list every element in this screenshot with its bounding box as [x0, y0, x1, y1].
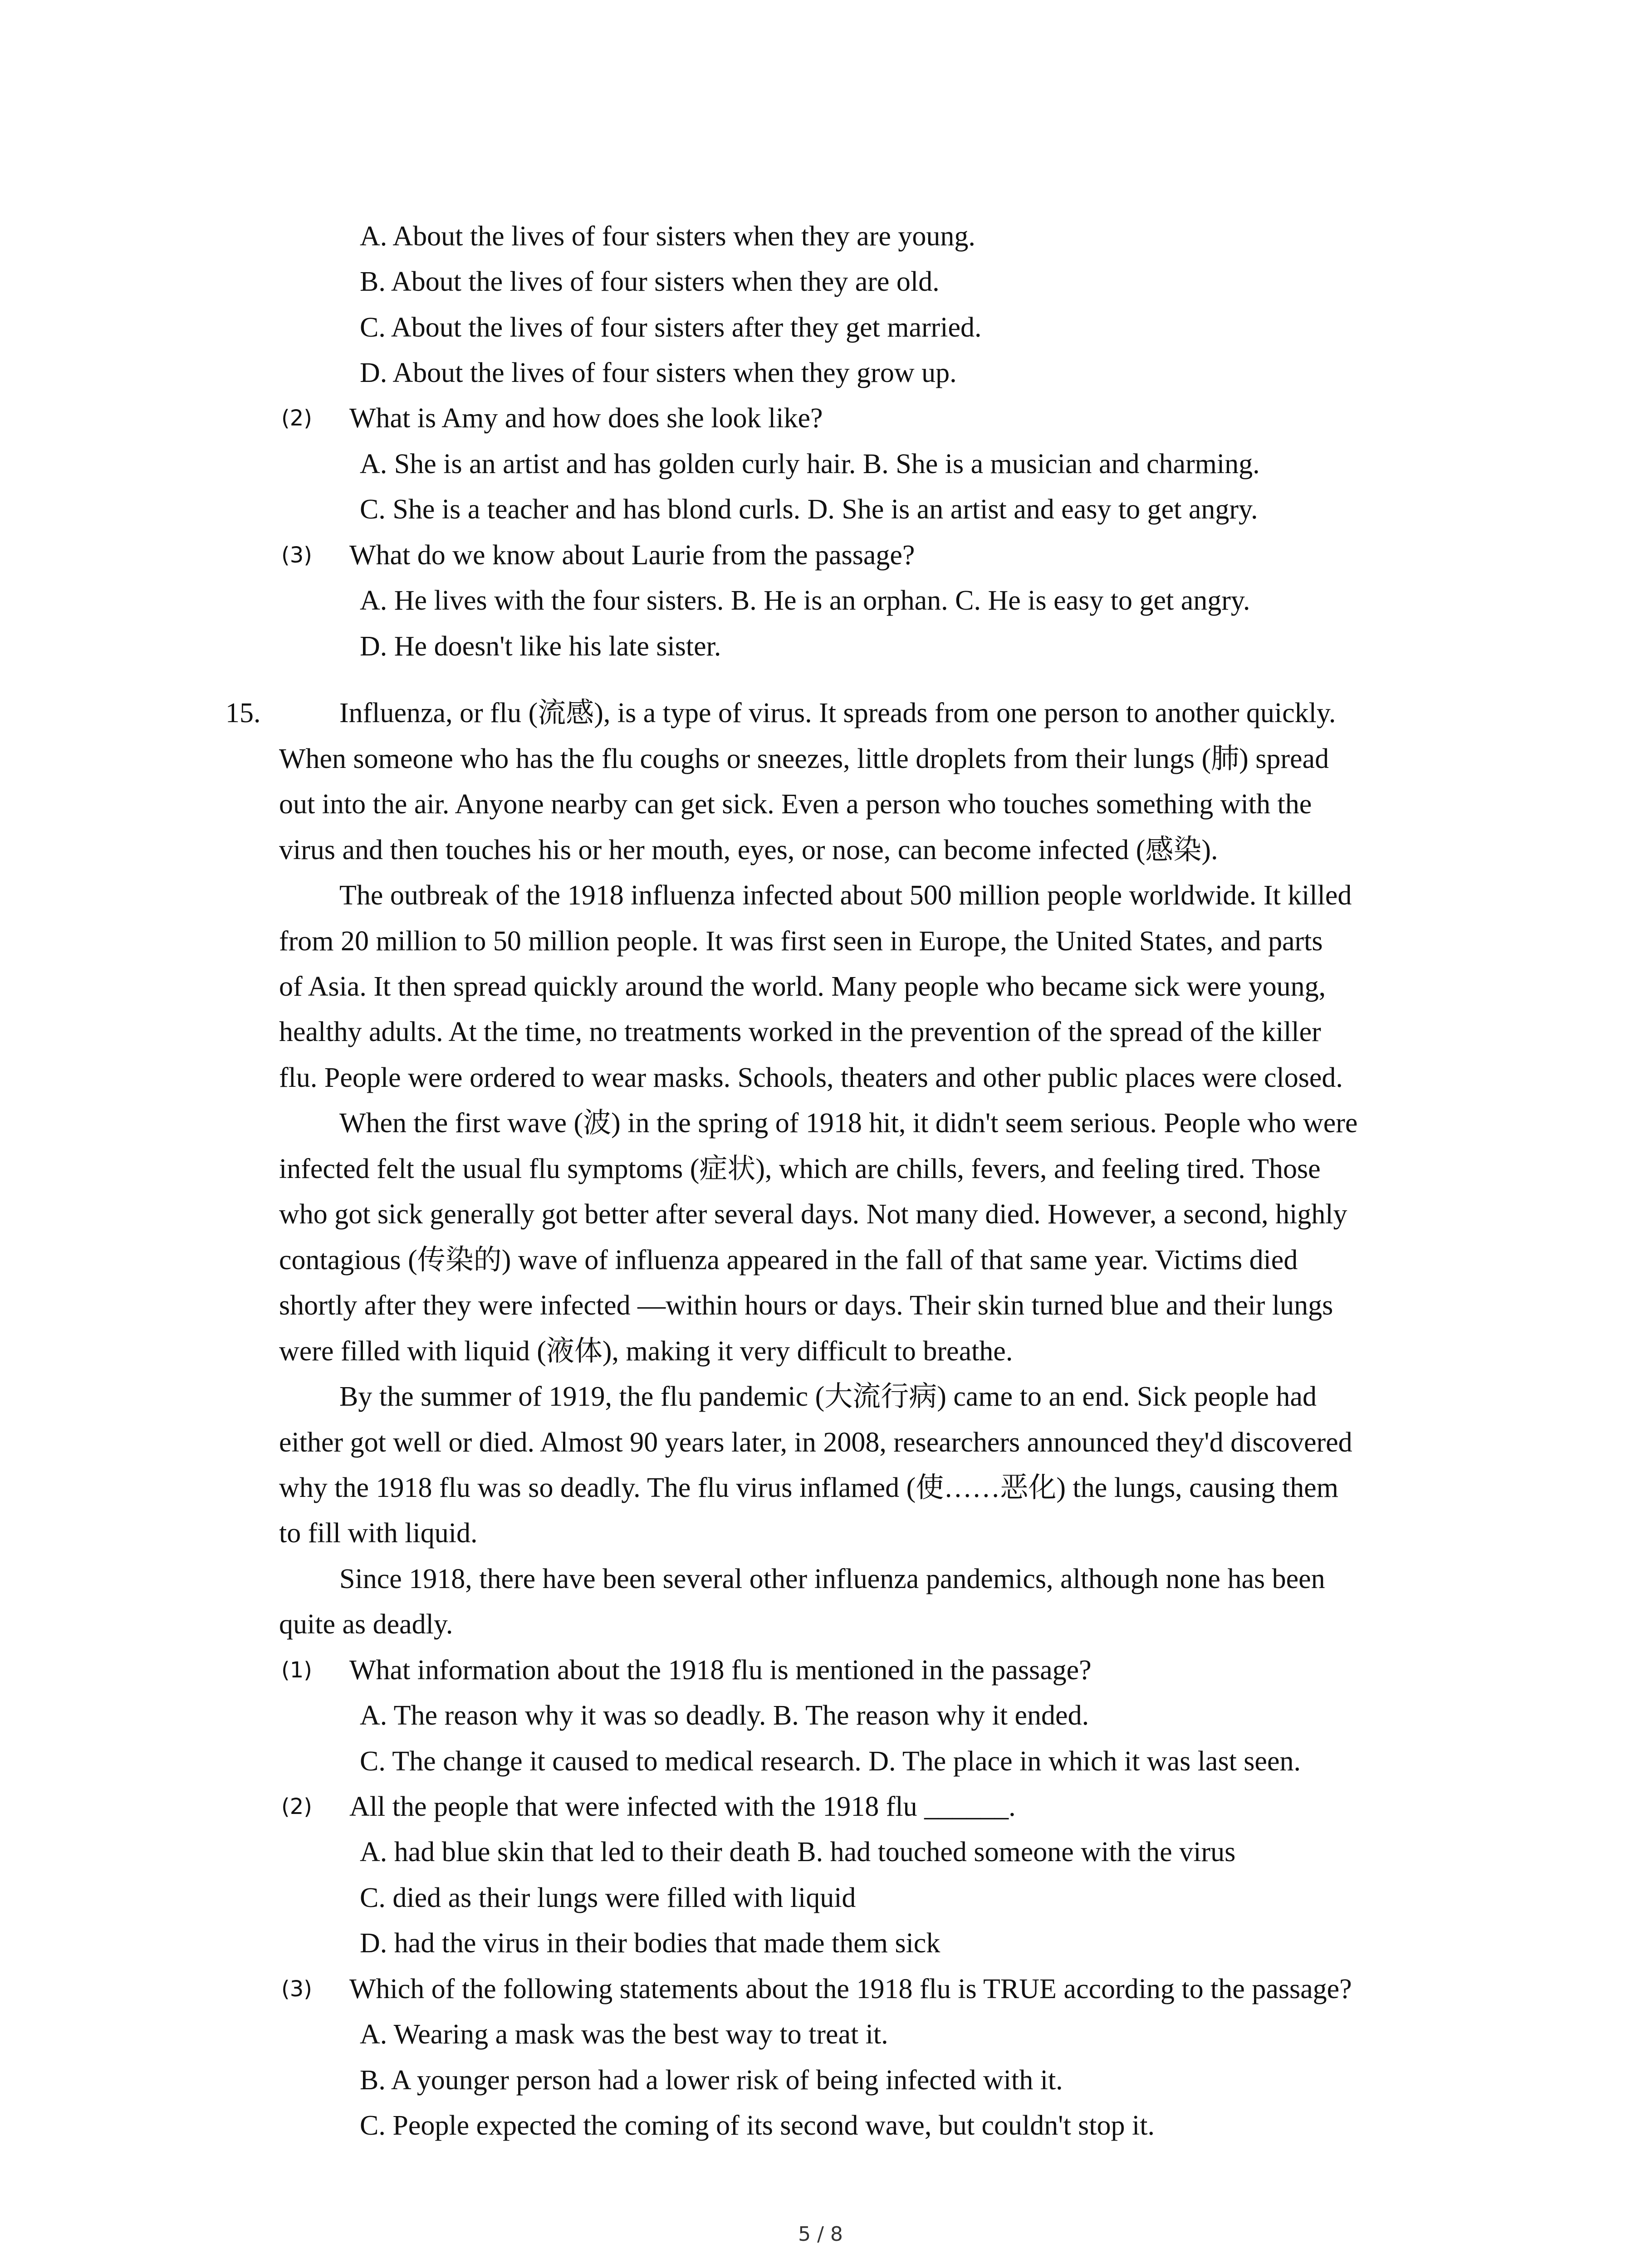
- q15-3-option-a: A. Wearing a mask was the best way to treat it.: [360, 2019, 888, 2050]
- page-number: 5 / 8: [798, 2223, 843, 2246]
- passage-line: When the first wave (波) in the spring of 1918 hit, it didn't seem serious. People who were: [339, 1108, 1358, 1139]
- question-number: (2): [281, 406, 312, 431]
- passage-line: quite as deadly.: [279, 1609, 453, 1640]
- q15-2-options-ab: A. had blue skin that led to their death B. had touched someone with the virus: [360, 1837, 1236, 1867]
- passage-line: from 20 million to 50 million people. It was first seen in Europe, the United States, and parts: [279, 926, 1323, 957]
- question-text: All the people that were infected with the 1918 flu ______.: [349, 1791, 1016, 1822]
- prev-q3-options-abc: A. He lives with the four sisters. B. He is an orphan. C. He is easy to get angry.: [360, 585, 1250, 616]
- question-number: (3): [281, 543, 312, 568]
- q15-2-option-d: D. had the virus in their bodies that made them sick: [360, 1928, 941, 1959]
- q15-1-options-cd: C. The change it caused to medical research. D. The place in which it was last seen.: [360, 1746, 1301, 1777]
- question-number: (3): [281, 1976, 312, 2002]
- passage-line: Influenza, or flu (流感), is a type of virus. It spreads from one person to another quickly.: [339, 698, 1336, 728]
- prev-q3-option-d: D. He doesn't like his late sister.: [360, 631, 721, 662]
- passage-line: infected felt the usual flu symptoms (症状), which are chills, fevers, and feeling tired. Those: [279, 1154, 1321, 1184]
- prev-q2-options-ab: A. She is an artist and has golden curly hair. B. She is a musician and charming.: [360, 449, 1260, 479]
- passage-line: The outbreak of the 1918 influenza infected about 500 million people worldwide. It killed: [339, 880, 1352, 911]
- passage-line: out into the air. Anyone nearby can get sick. Even a person who touches something with the: [279, 789, 1312, 820]
- prev-q1-option-c: C. About the lives of four sisters after they get married.: [360, 312, 982, 343]
- passage-line: why the 1918 flu was so deadly. The flu virus inflamed (使……恶化) the lungs, causing them: [279, 1472, 1338, 1503]
- passage-line: either got well or died. Almost 90 years later, in 2008, researchers announced they'd discovered: [279, 1427, 1352, 1458]
- question-number: (1): [281, 1657, 312, 1683]
- passage-line: who got sick generally got better after several days. Not many died. However, a second, highly: [279, 1199, 1347, 1230]
- prev-q1-option-b: B. About the lives of four sisters when they are old.: [360, 266, 940, 297]
- question-text: What information about the 1918 flu is mentioned in the passage?: [349, 1655, 1092, 1686]
- question-text: Which of the following statements about the 1918 flu is TRUE according to the passage?: [349, 1974, 1352, 2004]
- q15-3-option-c: C. People expected the coming of its second wave, but couldn't stop it.: [360, 2110, 1155, 2141]
- prev-q1-option-a: A. About the lives of four sisters when they are young.: [360, 221, 975, 252]
- q15-2-option-c: C. died as their lungs were filled with liquid: [360, 1882, 856, 1913]
- passage-line: When someone who has the flu coughs or sneezes, little droplets from their lungs (肺) spread: [279, 743, 1329, 774]
- passage-line: contagious (传染的) wave of influenza appeared in the fall of that same year. Victims died: [279, 1245, 1298, 1276]
- passage-line: virus and then touches his or her mouth, eyes, or nose, can become infected (感染).: [279, 835, 1218, 865]
- passage-line: Since 1918, there have been several other influenza pandemics, although none has been: [339, 1564, 1325, 1594]
- question-text: What is Amy and how does she look like?: [349, 403, 823, 434]
- passage-line: flu. People were ordered to wear masks. Schools, theaters and other public places were closed.: [279, 1062, 1343, 1093]
- passage-line: shortly after they were infected —within hours or days. Their skin turned blue and their lungs: [279, 1290, 1333, 1321]
- q15-1-options-ab: A. The reason why it was so deadly. B. The reason why it ended.: [360, 1700, 1089, 1731]
- passage-line: By the summer of 1919, the flu pandemic (大流行病) came to an end. Sick people had: [339, 1381, 1317, 1412]
- q15-3-option-b: B. A younger person had a lower risk of being infected with it.: [360, 2065, 1063, 2096]
- prev-q1-option-d: D. About the lives of four sisters when they grow up.: [360, 357, 957, 388]
- passage-line: of Asia. It then spread quickly around the world. Many people who became sick were young,: [279, 971, 1326, 1002]
- question-number: (2): [281, 1794, 312, 1819]
- question-text: What do we know about Laurie from the passage?: [349, 540, 915, 571]
- passage-line: to fill with liquid.: [279, 1518, 478, 1549]
- passage-line: were filled with liquid (液体), making it very difficult to breathe.: [279, 1336, 1013, 1367]
- passage-line: healthy adults. At the time, no treatments worked in the prevention of the spread of the killer: [279, 1017, 1321, 1047]
- prev-q2-options-cd: C. She is a teacher and has blond curls. D. She is an artist and easy to get angry.: [360, 494, 1258, 525]
- question-15-number: 15.: [225, 698, 261, 728]
